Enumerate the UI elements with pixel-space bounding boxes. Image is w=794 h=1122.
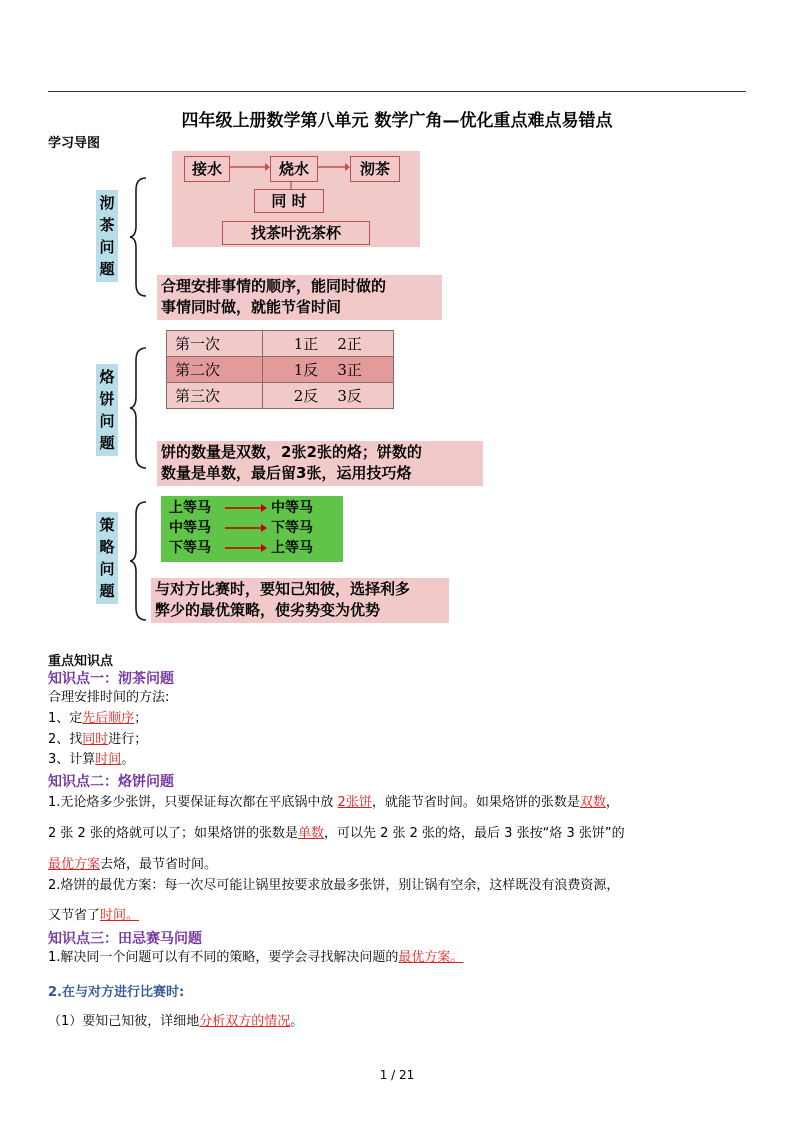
kp2-line-2: 2 张 2 张的烙就可以了；如果烙饼的张数是单数，可以先 2 张 2 张的烙，最后 3 张按“烙 3 张饼”的 — [48, 826, 625, 841]
pancake-table — [166, 330, 394, 409]
kp2-line-4: 2.烙饼的最优方案：每一次尽可能让锅里按要求放最多张饼，别让锅有空余，这样既没有浪费资源， — [48, 878, 620, 893]
kp1-heading: 知识点一：沏茶问题 — [48, 671, 174, 687]
kp3-line-2: 2.在与对方进行比赛时: — [48, 985, 185, 1000]
table-row: 第二次 1反 3正 — [167, 357, 394, 383]
kp2-line-5: 又节省了时间。 — [48, 908, 140, 923]
kp1-item-1: 1、定先后顺序； — [48, 711, 148, 726]
kp3-heading: 知识点三：田忌赛马问题 — [48, 931, 202, 947]
tea-summary: 合理安排事情的顺序，能同时做的 事情同时做，就能节省时间 — [157, 275, 442, 320]
prep-tea-box: 找茶叶洗茶杯 — [222, 221, 370, 245]
kp1-item-2: 2、找同时进行； — [48, 732, 148, 747]
table-row: 第一次 1正 2正 — [167, 331, 394, 357]
step-fetch-water: 接水 — [184, 156, 230, 182]
step-boil-water: 烧水 — [270, 156, 318, 182]
strategy-brace — [128, 500, 150, 622]
page-number: 1 / 21 — [379, 1068, 415, 1082]
header-rule — [48, 91, 746, 92]
kp2-line-3: 最优方案去烙，最节省时间。 — [48, 857, 218, 872]
tea-arrows — [229, 160, 353, 174]
kp3-line-1: 1.解决同一个问题可以有不同的策略，要学会寻找解决问题的最优方案。 — [48, 950, 464, 965]
kp1-intro: 合理安排时间的方法: — [48, 690, 170, 705]
table-row: 第三次 2反 3反 — [167, 383, 394, 409]
strategy-summary: 与对方比赛时，要知己知彼，选择利多 弊少的最优策略，使劣势变为优势 — [151, 578, 449, 623]
tea-brace — [128, 176, 150, 298]
simultaneous-box: 同 时 — [254, 189, 324, 213]
step-make-tea: 沏茶 — [350, 156, 400, 182]
kp1-item-3: 3、计算时间。 — [48, 752, 135, 767]
key-heading: 重点知识点 — [48, 654, 114, 669]
strategy-label: 策 略 问 题 — [96, 512, 118, 604]
pancake-brace — [128, 346, 150, 470]
horse-matchups: 上等马 中等马 中等马 下等马 下等马 上等马 — [161, 496, 343, 562]
kp3-line-3: （1）要知己知彼，详细地分析双方的情况。 — [48, 1014, 304, 1029]
kp2-line-1: 1.无论烙多少张饼，只要保证每次都在平底锅中放 2张饼，就能节省时间。如果烙饼的张数是双数， — [48, 795, 619, 810]
kp2-heading: 知识点二：烙饼问题 — [48, 774, 174, 790]
pancake-summary: 饼的数量是双数，2张2张的烙；饼数的 数量是单数，最后留3张，运用技巧烙 — [157, 441, 483, 486]
pancake-label: 烙 饼 问 题 — [96, 364, 118, 456]
tea-label: 沏 茶 问 题 — [96, 190, 118, 282]
horse-arrows — [223, 502, 269, 558]
page-title: 四年级上册数学第八单元 数学广角—优化重点难点易错点 — [181, 111, 613, 131]
map-heading: 学习导图 — [48, 136, 101, 151]
